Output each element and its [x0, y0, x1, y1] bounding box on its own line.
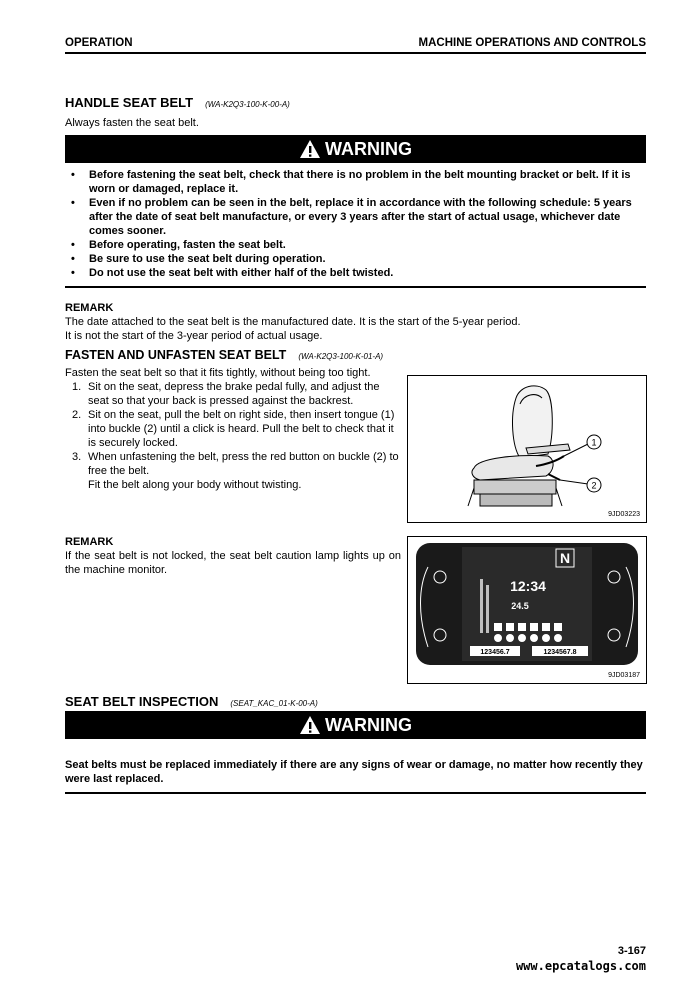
- section-title-fasten: [65, 348, 383, 362]
- section-ref: (SEAT_KAC_01-K-00-A): [230, 699, 318, 708]
- header-right: MACHINE OPERATIONS AND CONTROLS: [418, 37, 646, 49]
- warning-item: • Even if no problem can be seen in the belt, replace it in accordance with the following schedule: 5 years after the date of seat belt manufacture, or every 3 years after the start of actual usage, whichever date comes sooner.: [71, 197, 632, 237]
- warning-label: WARNING: [325, 138, 412, 159]
- site-watermark: www.epcatalogs.com: [515, 959, 646, 973]
- warning-banner: [65, 135, 646, 163]
- header-left: OPERATION: [65, 37, 133, 49]
- remark-line: The date attached to the seat belt is the manufactured date. It is the start of the 5-year period.: [65, 316, 521, 328]
- monitor-figure: [407, 536, 647, 684]
- speed-display: 24.5: [511, 601, 529, 611]
- section-title-text: SEAT BELT INSPECTION: [65, 694, 219, 709]
- warning-label: WARNING: [325, 714, 412, 735]
- step-item: 3. When unfastening the belt, press the red button on buckle (2) to free the belt.: [72, 451, 399, 477]
- warning-rule: [65, 792, 646, 794]
- warning-item: • Be sure to use the seat belt during operation.: [71, 253, 326, 265]
- step-item: 2. Sit on the seat, pull the belt on right side, then insert tongue (1) into buckle (2) until a click is heard. Pull the belt to check that it is securely locked.: [72, 409, 395, 449]
- figure-code: 9JD03187: [608, 672, 640, 679]
- warning-item: • Do not use the seat belt with either half of the belt twisted.: [71, 267, 394, 279]
- section-title-handle-seat-belt: [65, 95, 290, 110]
- seat-belt-figure: [407, 375, 647, 523]
- page-number: 3-167: [617, 945, 646, 957]
- remark-title: REMARK: [65, 302, 114, 314]
- warning-item: • Before operating, fasten the seat belt.: [71, 239, 286, 251]
- step-extra: Fit the belt along your body without twisting.: [88, 479, 302, 491]
- warning-triangle-icon: [299, 139, 321, 159]
- callout-2: 2: [591, 480, 597, 491]
- machine-monitor-illustration: [408, 537, 646, 683]
- step-item: 1. Sit on the seat, depress the brake pedal fully, and adjust the seat so that your back is pressed against the backrest.: [72, 381, 380, 407]
- warning-rule: [65, 286, 646, 288]
- gear-indicator: N: [559, 550, 571, 566]
- header-rule: [65, 52, 646, 54]
- section-title-inspection: [65, 694, 318, 709]
- section-title-text: FASTEN AND UNFASTEN SEAT BELT: [65, 348, 287, 362]
- hour-meter-right: 1234567.8: [543, 649, 577, 656]
- steps-list: [72, 380, 402, 492]
- warning-text: Seat belts must be replaced immediately if there are any signs of wear or damage, no matter how recently they were last replaced.: [65, 759, 643, 785]
- warning-triangle-icon: [299, 715, 321, 735]
- remark-text: If the seat belt is not locked, the seat belt caution lamp lights up on the machine monitor.: [65, 550, 401, 576]
- callout-1: 1: [591, 437, 597, 448]
- section-intro: Always fasten the seat belt.: [65, 117, 199, 129]
- remark-line: It is not the start of the 3-year period of actual usage.: [65, 330, 323, 342]
- section-ref: (WA-K2Q3-100-K-00-A): [205, 100, 290, 109]
- section-intro: Fasten the seat belt so that it fits tightly, without being too tight.: [65, 367, 371, 379]
- warning-item: • Before fastening the seat belt, check that there is no problem in the belt mounting bracket or belt. If it is worn or damaged, replace it.: [71, 169, 631, 195]
- seat-illustration: [408, 376, 646, 522]
- section-title-text: HANDLE SEAT BELT: [65, 95, 194, 110]
- warning-list: [65, 168, 646, 280]
- clock-display: 12:34: [510, 578, 546, 594]
- warning-banner: [65, 711, 646, 739]
- remark-title: REMARK: [65, 536, 114, 548]
- section-ref: (WA-K2Q3-100-K-01-A): [298, 352, 384, 361]
- hour-meter-left: 123456.7: [480, 649, 510, 656]
- figure-code: 9JD03223: [608, 511, 640, 518]
